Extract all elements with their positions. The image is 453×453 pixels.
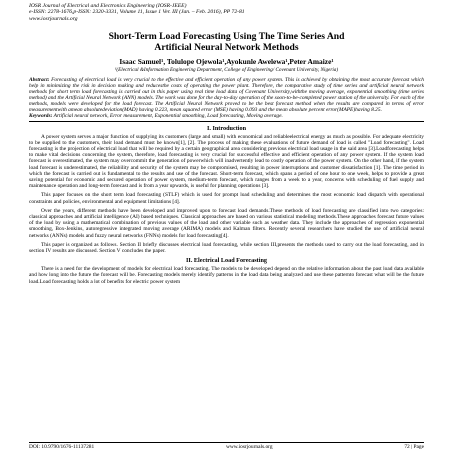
journal-site: www.iosrjournals.org [29,15,78,22]
abstract-label: Abstract: [29,76,50,83]
page-footer [29,442,424,450]
title-line-1: Short-Term Load Forecasting Using The Time Series And [108,30,345,42]
body-paragraph: There is a need for the development of models for electrical load forecasting. The models to be developed depend on the relative information about the past load data available and how long into the future the forecast will be. Forecasting models merely identify patterns in the load data being analyzed and use these patternto forecast what will be the future load.Load forecasting holds a lot of benefits for electric power system [29,266,424,285]
journal-header [29,3,424,22]
section-2-title: II. Electrical Load Forecasting [186,257,267,265]
authors: Isaac Samuel¹, Tolulope Ojewola¹,Ayokunle Awelewa¹,Peter Amaize¹ [119,56,334,66]
journal-name: IOSR Journal of Electrical and Electronics Engineering (IOSR-JEEE) [29,3,187,9]
body-paragraph: A power system serves a major function of supplying its customers (large and small) with economical and reliableelectrical energy as much as possible. For adequate electricity to be supplied to the customers, their load demand must be known[1], [2]. The process of making these evaluations of future demand of load is called "Load forecasting". Load forecasting is the projection of electrical load that will be required by a certain geographical area considering previous electrical load usage in the said area [3].Loadforecasting helps to make vital decisions concerning the system, therefore, load forecasting is very crucial for successful effective and efficient operation of any power system. If the system load forecast is overestimated, the system may overcommit the generation of powerwhich will inadvertently lead to costly operation of the power system. On the other hand, if the system load forecast is underestimated, the reliability and security of the system may be compromised, resulting in power interruptions and customer dissatisfaction [1]. The time period in which the forecast is carried out is fundamental to the results and use of the forecast. Short-term forecast, which spans a period of one hour to one week, helps to provide a great saving potential for economic and secured operation of power system, medium-term forecast, which ranges from a week to a year, concerns with scheduling of fuel supply and maintenance operation and long-term forecast and is from a year upwards, is useful for planning operations [3]. [29,133,424,190]
section-1-title: I. Introduction [206,124,247,132]
keywords-text: Artificial neural network, Error measurement, Exponential smoothing, Load forecasting, Moving average. [53,113,283,120]
keywords-label: Keywords: [29,113,53,120]
title-line-2: Artificial Neural Network Methods [154,41,299,53]
journal-issn: e-ISSN: 2278-1676,p-ISSN: 2320-3331, Volume 11, Issue 1 Ver. III (Jan. – Feb. 2016), PP 72-81 [29,9,245,16]
abstract [29,77,424,120]
body-paragraph: Over the years, different methods have been developed and improved upon to forecast load demands.These methods of load forecasting are classified into two categories: classical approaches and artificial intelligence (AI) based techniques. Classical approaches are based on various statistical modeling methods.These approaches forecast future values of the load by using a mathematical combination of previous values of the load and other variable such as weather data. They include the approaches of regression exponential smoothing, Box-Jenkins, autoregressive integrated moving average (ARIMA) models and Kalman filters. Recently several researchers have studied the use of artificial neural networks (ANNs) models and fuzzy neural networks (FNNs) models for load forecasting[4]. [29,207,424,239]
abstract-text: Forecasting of electrical load is very crucial to the effective and efficient operation of any power system. This is achieved by obtaining the most accurate forecast which help in minimizing the risk in decision making and reducesthe costs of operating the power plant. Therefore, the comparative study of time series and artificial neural network methods for short term load forecasting is carried out in this paper using real time load data of Covenant University,withthe moving average, exponential smoothing (time series method) and the Artificial Neural Network (ANN) models. The work was done for the day-to-day operation of the soon-to-be-completed power station of the university. For each of the methods, models were developed for the load forecast. The Artificial Neural Network proved to be the best forecast method when the results are compared in terms of error measurementwith amean absolutedeviation(MAD) having 0.223, mean squared error (MSE) having 0.093 and the mean absolute percent error(MAPE)having 8.25. [29,76,425,114]
body-paragraph: This paper is organized as follows. Section II briefly discusses electrical load forecasting, while section III,presents the methods used to carry out the load forecasting, and in section IV results are discussed. Section V concludes the paper. [29,241,424,254]
abstract-divider [29,121,424,122]
affiliation: ¹(Electrical &Information Engineering Department, College of Engineering/ Covenant University, Nigeria) [114,66,339,73]
footer-page-number: 72 | Page [404,444,424,450]
body-paragraph: This paper focuses on the short term load forecasting (STLF) which is used for prompt load scheduling and determines the most economic load dispatch with operational constraints and policies, environmental and equipment limitations [4]. [29,192,424,205]
footer-site: www.iosrjournals.org [225,444,273,450]
footer-doi: DOI: 10.9790/1676-11137281 [29,444,95,450]
paper-title [29,31,424,53]
